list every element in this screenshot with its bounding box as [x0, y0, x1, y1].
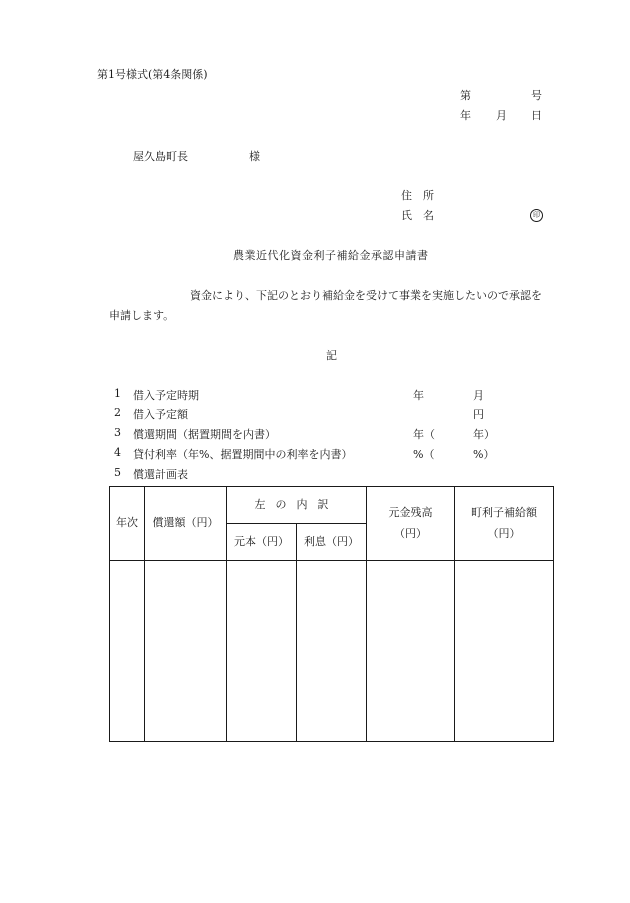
- cell-repayment[interactable]: [145, 561, 227, 742]
- date-month: 月: [496, 109, 507, 122]
- addressee-honorific: 様: [249, 150, 260, 163]
- item-unit-a: %（: [413, 448, 435, 461]
- applicant-address-label: 住 所: [401, 189, 434, 202]
- header-principal: 元本（円）: [227, 524, 297, 561]
- item-number: 1: [114, 387, 121, 400]
- header-balance-line-2: （円）: [394, 526, 427, 540]
- header-balance-line-1: 元金残高: [388, 505, 433, 519]
- header-balance: [367, 487, 455, 561]
- date-year: 年: [460, 109, 471, 122]
- reference-go: 号: [531, 89, 542, 102]
- seal-mark: [530, 207, 543, 222]
- item-unit-b: 月: [473, 389, 484, 402]
- item-unit-b: 年）: [473, 428, 495, 441]
- header-subsidy-line-2: （円）: [487, 526, 521, 540]
- addressee-name: 屋久島町長: [133, 150, 188, 163]
- table-row: [110, 561, 554, 742]
- header-interest: 利息（円）: [297, 524, 367, 561]
- item-label: 借入予定時期: [133, 389, 199, 402]
- ki-heading: 記: [326, 349, 337, 362]
- reference-dai: 第: [460, 89, 471, 102]
- document-title: 農業近代化資金利子補給金承認申請書: [233, 249, 429, 262]
- item-unit-a: 年: [413, 389, 424, 402]
- body-line-1: 資金により、下記のとおり補給金を受けて事業を実施したいので承認を: [190, 289, 542, 302]
- table-header-row: [110, 487, 554, 524]
- item-1: [0, 387, 630, 403]
- cell-principal[interactable]: [227, 561, 297, 742]
- item-number: 4: [114, 446, 121, 459]
- seal-icon: 印: [530, 209, 543, 222]
- date-day: 日: [531, 109, 542, 122]
- cell-balance[interactable]: [367, 561, 455, 742]
- item-label: 償還計画表: [133, 468, 188, 481]
- item-3: [0, 426, 630, 442]
- item-number: 5: [114, 466, 121, 479]
- item-unit-a: 年（: [413, 428, 435, 441]
- item-label: 借入予定額: [133, 408, 188, 421]
- item-label: 償還期間（据置期間を内書）: [133, 428, 276, 441]
- header-subsidy-line-1: 町利子補給額: [471, 505, 537, 519]
- item-unit-b: %）: [473, 448, 495, 461]
- cell-subsidy[interactable]: [455, 561, 554, 742]
- body-line-2: 申請します。: [109, 309, 175, 322]
- item-unit-b: 円: [473, 408, 484, 421]
- item-number: 2: [114, 406, 121, 419]
- item-4: [0, 446, 630, 462]
- header-year: 年次: [110, 487, 145, 561]
- form-number: 第1号様式(第4条関係): [97, 68, 208, 81]
- item-number: 3: [114, 426, 121, 439]
- header-subsidy: [455, 487, 554, 561]
- item-2: [0, 406, 630, 422]
- item-label: 貸付利率（年%、据置期間中の利率を内書）: [133, 448, 353, 461]
- header-breakdown: 左の内訳: [227, 487, 367, 524]
- cell-year[interactable]: [110, 561, 145, 742]
- applicant-name-label: 氏 名: [401, 209, 434, 222]
- header-repayment: 償還額（円）: [145, 487, 227, 561]
- repayment-plan-table: [109, 486, 554, 742]
- cell-interest[interactable]: [297, 561, 367, 742]
- item-5: [0, 466, 630, 482]
